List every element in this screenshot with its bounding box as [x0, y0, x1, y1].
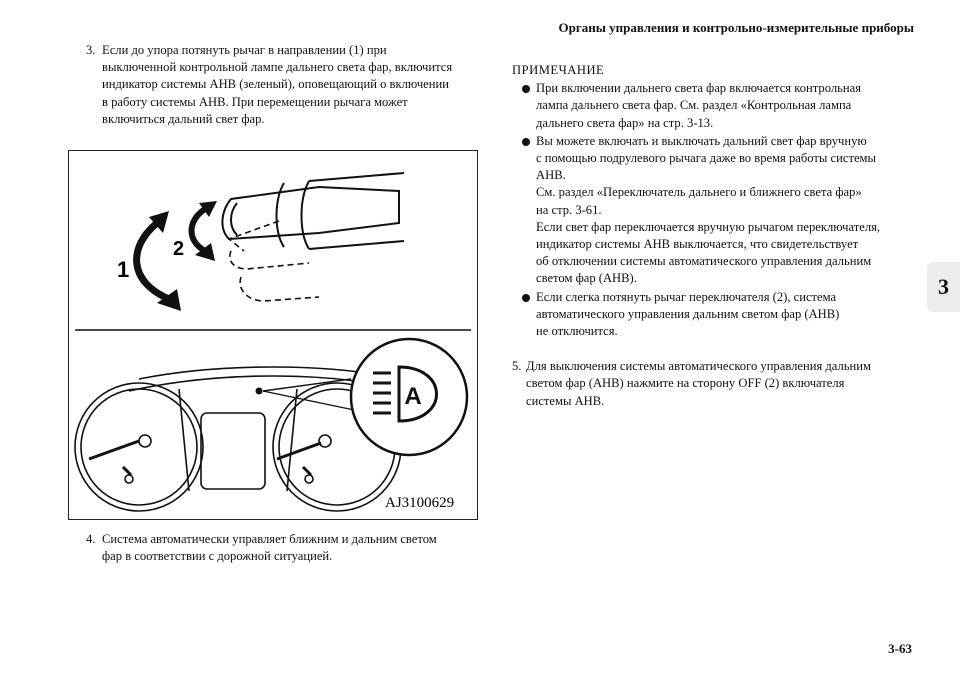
step-3-line: включиться дальний свет фар.: [102, 111, 265, 126]
note-line: автоматического управления дальним светом фар (AHB): [536, 306, 840, 321]
chapter-tab[interactable]: 3: [927, 262, 960, 312]
note-line: Если свет фар переключается вручную рычагом переключателя,: [536, 219, 881, 234]
note-line: дальнего света фар» на стр. 3-13.: [536, 115, 714, 130]
lever-icon: [222, 173, 404, 301]
note-bullet: [512, 133, 924, 288]
bullet-dot-icon: [522, 294, 530, 302]
bullet-dot-icon: [522, 85, 530, 93]
note-bullet: [512, 289, 924, 341]
figure-code: AJ3100629: [385, 495, 455, 511]
note-line: Если слегка потянуть рычаг переключателя (2), система: [536, 289, 837, 304]
step-3-line: Если до упора потянуть рычаг в направлении (1) при: [102, 43, 387, 57]
step-5-number: 5.: [512, 359, 522, 374]
step-3-line: в работу системы AHB. При перемещении рычага может: [102, 94, 408, 109]
label-2: 2: [173, 238, 185, 260]
bullet-dot-icon: [522, 138, 530, 146]
note-line: При включении дальнего света фар включается контрольная: [536, 81, 861, 96]
step-3-line: индикатор системы AHB (зеленый), оповещающий о включении: [102, 77, 449, 92]
step-5: [512, 358, 924, 410]
note-line: AHB.: [536, 168, 566, 183]
note-line: об отключении системы автоматического управления дальним: [536, 254, 872, 269]
step-4-line: фар в соответствии с дорожной ситуацией.: [102, 549, 333, 564]
step-3: [86, 42, 494, 128]
arrow-2-icon: [192, 201, 218, 261]
note-section: [512, 62, 924, 410]
note-line: с помощью подрулевого рычага даже во время работы системы: [536, 151, 876, 166]
illustration-figure: [68, 150, 478, 520]
page-header: Органы управления и контрольно-измерительные приборы: [558, 20, 914, 35]
step-5-line: Для выключения системы автоматического управления дальним: [526, 359, 871, 374]
label-1: 1: [117, 257, 130, 282]
note-bullet: [512, 80, 924, 132]
note-title: ПРИМЕЧАНИЕ: [512, 63, 605, 77]
note-line: на стр. 3-61.: [536, 202, 602, 217]
step-4-line: Система автоматически управляет ближним и дальним светом: [102, 532, 437, 546]
arrow-1-icon: [137, 211, 181, 311]
step-3-line: выключенной контрольной лампе дальнего света фар, включится: [102, 60, 453, 75]
step-4-number: 4.: [86, 532, 96, 546]
lever-and-cluster-illustration: [69, 151, 477, 519]
step-5-line: системы AHB.: [526, 393, 605, 408]
step-4: [86, 531, 494, 565]
note-line: индикатор системы AHB выключается, что свидетельствует: [536, 237, 859, 252]
note-line: Вы можете включать и выключать дальний свет фар вручную: [536, 133, 867, 148]
note-line: лампа дальнего света фар. См. раздел «Контрольная лампа: [536, 98, 852, 113]
indicator-letter: A: [404, 383, 422, 410]
note-line: светом фар (AHB).: [536, 271, 637, 286]
step-3-number: 3.: [86, 43, 96, 57]
note-line: См. раздел «Переключатель дальнего и ближнего света фар»: [536, 185, 862, 200]
page-number: 3-63: [888, 641, 912, 656]
note-line: не отключится.: [536, 324, 618, 339]
step-5-line: светом фар (AHB) нажмите на сторону OFF (2) включателя: [526, 376, 845, 391]
